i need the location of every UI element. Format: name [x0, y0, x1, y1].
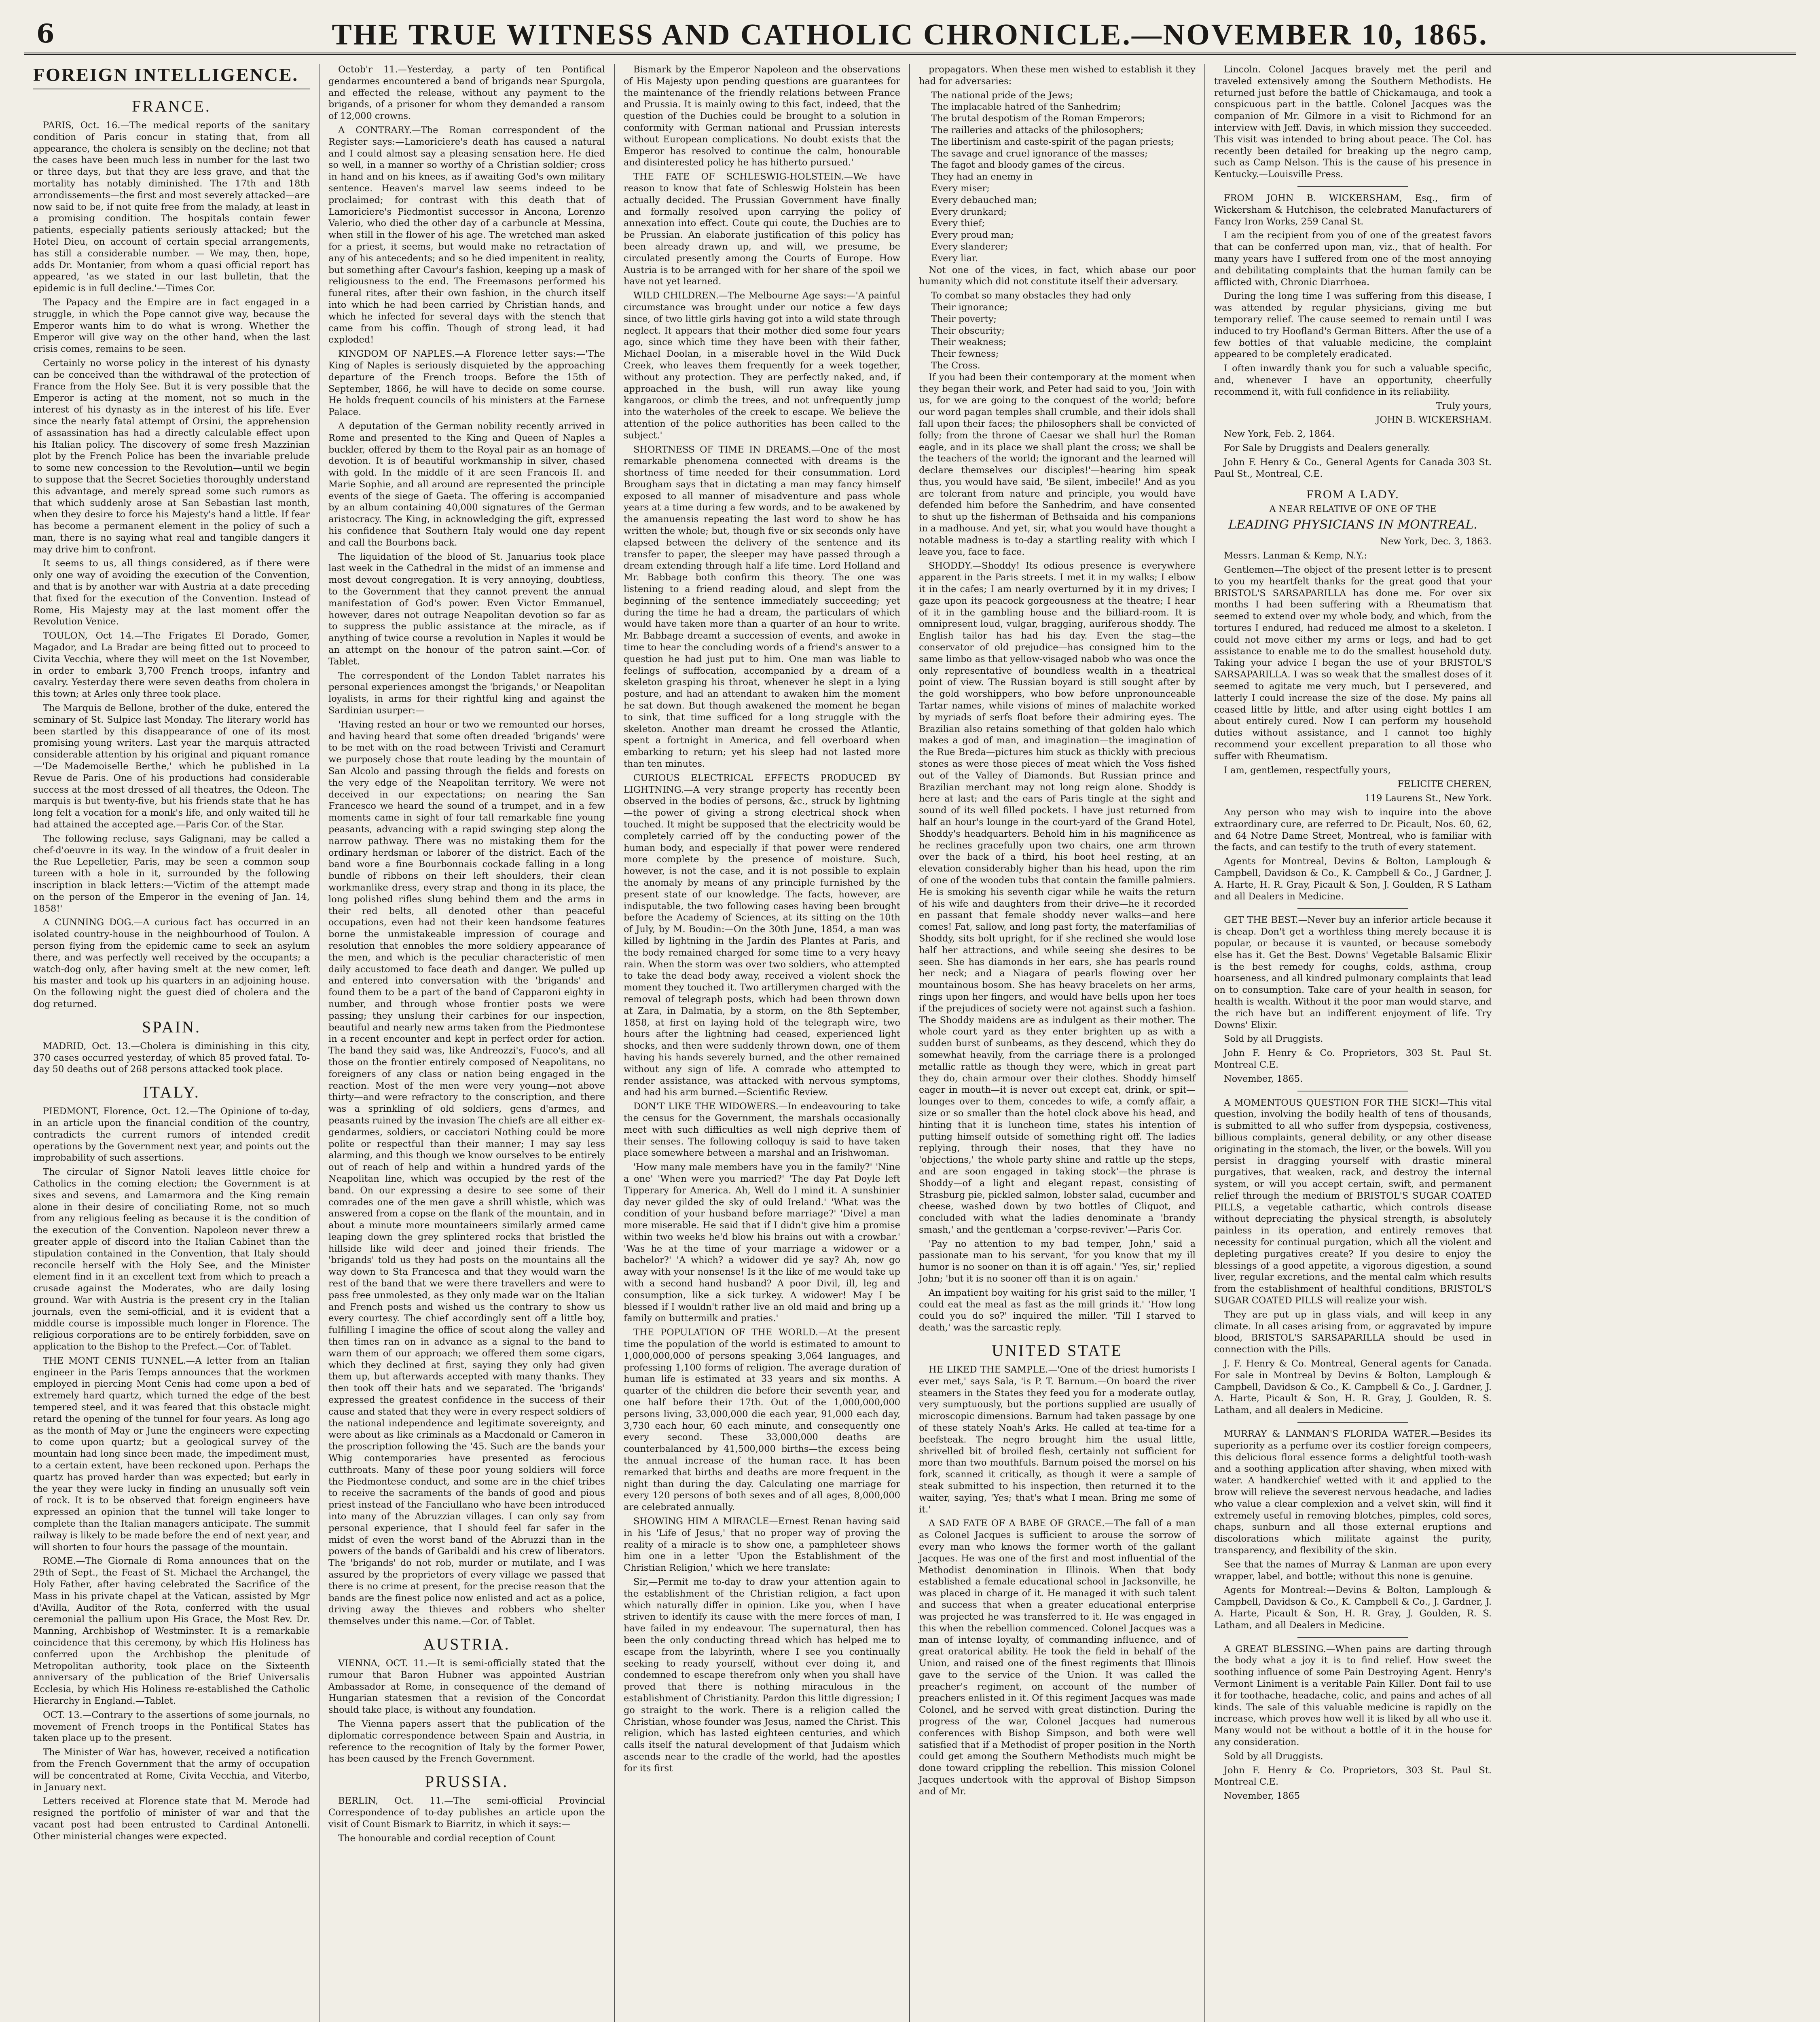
verse-line: Every drunkard; [931, 206, 1007, 217]
verse-line: The savage and cruel ignorance of the masses; [931, 148, 1148, 159]
article-paragraph: A CUNNING DOG.—A curious fact has occurred in an isolated country-house in the neighbourhood of Toulon. A person flying from the epidemic came to seek an asylum there, and was perfectly well received by the occupants; a watch-dog only, after having smelt at the new comer, left his master and took up his quarters in an adjoining house. On the following night the guest died of cholera and the dog returned. [33, 917, 310, 1009]
ad-paragraph: Agents for Montreal, Devins & Bolton, Lamplough & Campbell, Davidson & Co., K. Campbell & Co., J Gardner, J. A. Harte, H. R. Gray, Picault & Son, J. Goulden, R S Latham and all Dealers in Medicine. [1214, 856, 1492, 902]
ad-heading: FROM A LADY. [1306, 488, 1399, 501]
article-paragraph: WILD CHILDREN.—The Melbourne Age says:—'A painful circumstance was brought under our notice a few days since, of two little girls having got into a wild state through neglect. It appears that their mother died some four years ago, since which time they have been with their father, Michael Doolan, in a miserable hovel in the Wild Duck Creek, who leaves them frequently for a week together, without any protection. They are perfectly naked, and, if approached in the bush, will run away like young kangaroos, or climb the trees, and not unfrequently jump into the waterholes of the creek to escape. We believe the attention of the police authorities has been called to the subject.' [624, 290, 900, 441]
verse-line: Their weakness; [931, 337, 1007, 348]
ad-paragraph: See that the names of Murray & Lanman are upon every wrapper, label, and bottle; without this none is genuine. [1214, 1559, 1492, 1582]
ad-line: For Sale by Druggists and Dealers generally. [1224, 442, 1431, 453]
verse-line: Every slanderer; [931, 241, 1008, 252]
ad-paragraph: Agents for Montreal:—Devins & Bolton, Lamplough & Campbell, Davidson & Co., K. Campbell & Co., J. Gardner, J. A. Harte, Picault & Son, H. R. Gray, J. Goulden, R. S. Latham, and all Dealers in Medicine. [1214, 1585, 1492, 1631]
country-heading: UNITED STATE [992, 1341, 1123, 1360]
verse-line: The implacable hatred of the Sanhedrim; [931, 102, 1121, 112]
article-paragraph: The circular of Signor Natoli leaves little choice for Catholics in the coming election; the Government is at sixes and sevens, and Lamarmora and the King remain alone in their desire of conciliating Rome, not so much from any religious feeling as because it is the condition of the execution of the Convention. Napoleon never threw a greater apple of discord into the Italian Cabinet than the stipulation contained in the Convention, that Italy should reconcile herself with the Holy See, and the Minister element find in it an excellent text from which to preach a crusade against the Moderates, who are daily losing ground. War with Austria is the present cry in the Italian journals, even the semi-official, and it is evident that a middle course is impossible much longer in Florence. The religious corporations are to be entirely forbidden, save on application to the Bishop to the Prefect.—Cor. of Tablet. [33, 1167, 310, 1352]
article-paragraph: THE POPULATION OF THE WORLD.—At the present time the population of the world is estimated to amount to 1,000,000,000 of persons speaking 3,064 languages, and professing 1,100 forms of religion. The average duration of human life is estimated at 33 years and six months. A quarter of the children die before their seventh year, and one half before their 17th. Out of the 1,000,000,000 persons living, 33,000,000 die each year, 91,000 each day, 3,730 each hour, 60 each minute, and consequently one every second. These 33,000,000 deaths are counterbalanced by 41,500,000 births—the excess being the annual increase of the human race. It has been remarked that births and deaths are more frequent in the night than during the day. Calculating one marriage for every 120 persons of both sexes and of all ages, 8,000,000 are celebrated annually. [624, 1327, 900, 1513]
article-paragraph: KINGDOM OF NAPLES.—A Florence letter says:—'The King of Naples is seriously disquieted by the approaching departure of the French troops. Before the 15th of September, 1866, he will have to decide on some course. He holds frequent councils of his ministers at the Farnese Palace. [328, 349, 605, 418]
ad-paragraph: Any person who may wish to inquire into the above extraordinary cure, are referred to Dr. Picault, Nos. 60, 62, and 64 Notre Dame Street, Montreal, who is familiar with the facts, and can testify to the truth of every statement. [1214, 807, 1492, 853]
ad-closing: I am, gentlemen, respectfully yours, [1224, 765, 1391, 776]
article-paragraph: Lincoln. Colonel Jacques bravely met the peril and traveled extensively among the Southern Methodists. He returned just before the battle of Chickamauga, and took a conspicuous part in the battle. Colonel Jacques was the companion of Mr. Gilmore in a visit to Richmond for an interview with Jeff. Davis, in which mission they succeeded. This visit was intended to bring about peace. The Col. has recently been detailed for breaking up the negro camp, such as Camp Nelson. This is the cause of his presence in Kentucky.—Louisville Press. [1214, 64, 1492, 180]
page-number: 6 [36, 19, 55, 49]
article-paragraph: A deputation of the German nobility recently arrived in Rome and presented to the King and Queen of Naples a buckler, offered by them to the Royal pair as an homage of devotion. It is of beautiful workmanship in silver, chased with gold. In the middle of it are seen Francois II. and Marie Sophie, and all around are represented the principle events of the siege of Gaeta. The offering is accompanied by an album containing 40,000 signatures of the German aristocracy. The King, in acknowledging the gift, expressed his confidence that Southern Italy would one day repent and call the Bourbons back. [328, 421, 605, 548]
divider [1297, 186, 1408, 187]
divider [1297, 1637, 1408, 1638]
article-paragraph: If you had been their contemporary at the moment when they began their work, and Peter had said to you, 'Join with us, for we are going to the conquest of the world; before our word pagan temples shall crumble, and their idols shall fall upon their faces; the philosophers shall be convicted of folly; from the throne of Caesar we shall hurl the Roman eagle, and in its place we shall plant the cross; we shall be the teachers of the world; the ignorant and the learned will declare themselves our disciples!'—hearing him speak thus, you would have said, 'Be silent, imbecile!' And as you are tolerant from nature and principle, you would have defended him before the Sanhedrim, and have consented to shut up the fisherman of Bethsaida and his companions in a madhouse. And yet, sir, what you would have thought a notable madness is to-day a startling reality with which I leave you, face to face. [919, 372, 1196, 557]
article-paragraph: THE MONT CENIS TUNNEL.—A letter from an Italian engineer in the Paris Temps announces that the workmen employed in piercing Mont Cenis had come upon a bed of extremely hard quartz, which turned the edge of the best tempered steel, and it was feared that this obstacle might retard the opening of the tunnel for four years. As long ago as the month of May or June the engineers were expecting to come upon quartz; but a geological survey of the mountain had long since been made, the impediment must, to a certain extent, have been reckoned upon. Perhaps the quartz has proved harder than was expected; but early in the year they were lucky in finding an unusually soft vein of rock. It is to be observed that foreign engineers have expressed an opinion that the tunnel will take longer to complete than the Italian managers anticipate. The summit railway is likely to be made before the end of next year, and will shorten to four hours the passage of the mountain. [33, 1355, 310, 1552]
country-heading: ITALY. [143, 1083, 200, 1102]
ad-paragraph: I am the recipient from you of one of the greatest favors that can be conferred upon man, viz., that of health. For many years have I suffered from one of the most annoying and debilitating complaints that the human family can be afflicted with, Chronic Diarrhoea. [1214, 230, 1492, 288]
section-title: FOREIGN INTELLIGENCE. [33, 64, 310, 89]
ad-signature: JOHN B. WICKERSHAM. [1376, 415, 1492, 425]
article-paragraph: BERLIN, Oct. 11.—The semi-official Provincial Correspondence of to-day publishes an article upon the visit of Count Bismark to Biarritz, in which it says:— [328, 1796, 605, 1830]
verse-line: Every debauched man; [931, 195, 1037, 205]
column-3 [615, 64, 910, 2022]
newspaper-title: THE TRUE WITNESS AND CATHOLIC CHRONICLE.—NOVEMBER 10, 1865. [332, 18, 1488, 51]
verse-line: Every liar. [931, 253, 978, 264]
article-paragraph: A SAD FATE OF A BABE OF GRACE.—The fall of a man as Colonel Jacques is sufficient to arouse the sorrow of every man who knows the former worth of the gallant Jacques. He was one of the first and most influential of the Methodist denomination in Illinois. When that body established a female educational school in Jacksonville, he was placed in charge of it. He managed it with such talent and success that when a greater educational enterprise was projected he was transferred to it. He was engaged in this when the rebellion commenced. Colonel Jacques was a man of intense loyalty, of commanding influence, and of great oratorical ability. He took the field in behalf of the Union, and raised one of the finest regiments that Illinois gave to the service of the Union. It was called the preacher's regiment, on account of the number of preachers enlisted in it. Of this regiment Jacques was made Colonel, and he served with great distinction. During the progress of the war, Colonel Jacques had numerous conferences with Bishop Simpson, and both were well satisfied that if a Methodist of proper position in the North could get among the Southern Methodists much might be done toward crippling the rebellion. This mission Colonel Jacques undertook with the approval of Bishop Simpson and of Mr. [919, 1518, 1196, 1797]
verse-line: The Cross. [931, 360, 980, 371]
divider [1297, 908, 1408, 909]
ad-paragraph: A GREAT BLESSING.—When pains are darting through the body what a joy it is to find relief. How sweet the soothing influence of some Pain Destroying Agent. Henry's Vermont Liniment is a veritable Pain Killer. Dont fail to use it for toothache, headache, colic, and pains and aches of all kinds. The sale of this valuable medicine is rapidly on the increase, which proves how well it is liked by all who use it. Many would not be without a bottle of it in the house for any consideration. [1214, 1643, 1492, 1747]
verse-list [919, 290, 1196, 372]
verse-line: Their poverty; [931, 313, 997, 324]
article-paragraph: Sir,—Permit me to-day to draw your attention again to the establishment of the Christian religion, a fact upon which naturally differ in opinion. Like you, when I have striven to identify its cause with the mere forces of man, I have failed in my endeavour. The supernatural, then has been the only conducting thread which has helped me to escape from the labyrinth, where I see you continually seeking to ready yourself, without ever doing it, and condemned to escape therefrom only when you shall have proved that there is nothing miraculous in the establishment of Christianity. Pardon this little digression; I go straight to the work. There is a religion called the Christian, whose founder was Jesus, named the Christ. This religion, which has lasted eighteen centuries, and which calls itself the natural development of that Judaism which ascends near to the cradle of the world, had the apostles for its first [624, 1577, 900, 1774]
article-paragraph: PARIS, Oct. 16.—The medical reports of the sanitary condition of Paris concur in stating that, from all appearance, the cholera is sensibly on the decline; not that the cases have been much less in number for the last two or three days, but that they are less grave, and that the mortality has notably diminished. The 17th and 18th arrondissements—the first and most severely attacked—are now said to be, if not quite free from the malady, at least in a promising condition. The hospitals contain fewer patients, especially patients seriously attacked; but the Hotel Dieu, on account of certain special arrangements, has still a considerable number. — We may, then, hope, adds Dr. Montanier, from whom a quasi official report has appeared, 'as we stated in our last bulletin, that the epidemic is in full decline.'—Times Cor. [33, 120, 310, 294]
article-paragraph: MADRID, Oct. 13.—Cholera is diminishing in this city, 370 cases occurred yesterday, of which 85 proved fatal. To-day 50 deaths out of 268 persons attacked took place. [33, 1041, 310, 1075]
article-paragraph: CURIOUS ELECTRICAL EFFECTS PRODUCED BY LIGHTNING.—A very strange property has recently been observed in the bodies of persons, &c., struck by lightning—the power of giving a strong electrical shock when touched. It might be supposed that the electricity would be completely carried off by the conducting power of the human body, and especially if that power were rendered more complete by the presence of moisture. Such, however, is not the case, and it is not possible to explain the anomaly by means of any principle furnished by the present state of our knowledge. The facts, however, are indisputable, the two following cases having been brought before the Academy of Sciences, at its sitting on the 10th of July, by M. Boudin:—On the 30th June, 1854, a man was killed by lightning in the Jardin des Plantes at Paris, and the body remained charged for some time to a very heavy rain. When the storm was over two soldiers, who attempted to take the dead body away, received a violent shock the moment they touched it. Two artillerymen charged with the removal of telegraph posts, which had been thrown down at Zara, in Dalmatia, by a storm, on the 8th September, 1858, at first on laying hold of the telegraph wire, two hours after the lightning had ceased, experienced light shocks, and then were suddenly thrown down, one of them having his hands severely burned, and the other remained without any sign of life. A comrade who attempted to render assistance, was attacked with nervous symptoms, and had his arm burned.—Scientific Review. [624, 772, 900, 1098]
article-paragraph: PIEDMONT, Florence, Oct. 12.—The Opinione of to-day, in an article upon the financial condition of the country, contradicts the current rumors of intended credit operations by the Government next year, and points out the improbability of such assertions. [33, 1106, 310, 1163]
article-paragraph: 'Pay no attention to my bad temper, John,' said a passionate man to his servant, 'for you know that my ill humor is no sooner on than it is off again.' 'Yes, sir,' replied John; 'but it is no sooner off than it is on again.' [919, 1238, 1196, 1284]
ad-paragraph: J. F. Henry & Co. Montreal, General agents for Canada. For sale in Montreal by Devins & Bolton, Lamplough & Campbell, Davidson & Co., K. Campbell & Co., J. Gardner, J. A. Harte, Picault & Son, H. R. Gray, J. Goulden, R. S. Latham, and all dealers in Medicine. [1214, 1358, 1492, 1416]
column-2 [320, 64, 615, 2022]
ad-line: New York, Feb. 2, 1864. [1224, 429, 1335, 440]
ad-closing: Truly yours, [1436, 400, 1492, 411]
ad-paragraph: Gentlemen—The object of the present letter is to present to you my heartfelt thanks for the great good that your BRISTOL'S SARSAPARILLA has done me. For over six months I had been suffering with a Rheumatism that seemed to extend over my whole body, and which, from the tortures I endured, had reduced me almost to a skeleton. I could not move either my arms or legs, and had to get assistance to enable me to do the smallest household duty. Taking your advice I began the use of your BRISTOL'S SARSAPARILLA. I was so weak that the smallest doses of it seemed to agitate me very much, but I persevered, and latterly I could increase the size of the dose. My pains all ceased little by little, and after using eight bottles I am about entirely cured. Now I can perform my household duties without assistance, and I cannot too highly recommend your excellent preparation to all those who suffer with Rheumatism. [1214, 565, 1492, 761]
ad-line: Sold by all Druggists. [1224, 1034, 1323, 1045]
article-paragraph: The Marquis de Bellone, brother of the duke, entered the seminary of St. Sulpice last Monday. The literary world has been startled by this disappearance of one of its most promising young writers. Last year the marquis attracted considerable attention by his original and piquant romance—'De Mademoiselle Berthe,' which he published in La Revue de Paris. One of his productions had considerable success at the most dressed of all theatres, the Odeon. The marquis is but twenty-five, but his friends state that he has long felt a vocation for a monk's life, and only waited till he had attained the accepted age.—Paris Cor. of the Star. [33, 703, 310, 830]
article-paragraph: propagators. When these men wished to establish it they had for adversaries: [919, 64, 1196, 87]
ad-paragraph: A MOMENTOUS QUESTION FOR THE SICK!—This vital question, involving the bodily health of tens of thousands, is submitted to all who suffer from dyspepsia, costiveness, billious complaints, general debility, or any other disease originating in the stomach, the liver, or the bowels. Will you persist in dragging yourself with drastic mineral purgatives, that weaken, rack, and destroy the internal system, or will you accept certain, swift, and permanent relief through the medium of BRISTOL'S SUGAR COATED PILLS, a vegetable cathartic, which controls disease without depreciating the physical strength, is absolutely painless in its operation, and entirely removes that necessity for continual purgation, which all the violent and depleting purgatives create? If you desire to enjoy the blessings of a good appetite, a vigorous digestion, a sound liver, regular excretions, and the mental calm which results from the establishment of healthful conditions, BRISTOL'S SUGAR COATED PILLS will realize your wish. [1214, 1097, 1492, 1306]
article-paragraph: 'Having rested an hour or two we remounted our horses, and having heard that some often dreaded 'brigands' were to be met with on the road between Trivisti and Ceramurt we purposely chose that route leading by the mountain of San Alcolo and passing through the fields and forests on the very edge of the Neapolitan territory. We were not deceived in our expectations; on nearing the San Francesco we heard the sound of a trumpet, and in a few moments came in sight of four tall remarkable fine young peasants, advancing with a rapid swinging step along the narrow pathway. There was no mistaking them for the ordinary herdsman or laborer of the district. Each of the band wore a fine Bourbonnais cockade falling in a long bundle of ribbons on their left shoulders, their clean workmanlike dress, every strap and thong in its place, the long polished rifles slung behind them and the arms in their red belts, all denoted other than peaceful occupations, even had not their keen handsome features borne the unmistakeable impression of courage and resolution that ennobles the more soldiery appearance of the men, and which is the peculiar characteristic of men daily accustomed to face death and danger. We pulled up and entered into conversation with the 'brigands' and found them to be a part of the band of Capparoni eighty in number, and through whose frontier posts we were passing; they unslung their carbines for our inspection, beautiful and nearly new arms taken from the Piedmontese in a recent encounter and kept in perfect order for action. The band they said was, like Andreozzi's, Fuoco's, and all those on the frontier entirely composed of Neapolitans, no foreigners of any class or nation being engaged in the reaction. Most of the men were very young—not above thirty—and were refractory to the conscription, and there was a sprinkling of old soldiers, gens d'armes, and peasants ruined by the invasion The chiefs are all either ex-gendarmes, soldiers, or cacciatori Nothing could be more polite or respectful than their manner; I may say less alarming, and this though we know ourselves to be entirely out of reach of help and within a hundred yards of the Neapolitan line, which was occupied by the rest of the band. On our expressing a desire to see some of their comrades one of the men gave a shrill whistle, which was answered from a copse on the flank of the mountain, and in about a minute more mountaineers similarly armed came leaping down the grey splintered rocks that bristled the hillside like wild deer and joined their friends. The 'brigands' told us they had posts on the mountains all the way down to Sta Francesca and that they would warn the rest of the band that we were there travellers and were to pass free unmolested, as they only made war on the Italian and French posts and wished us the contrary to show us every courtesy. The chief accordingly sent off a little boy, fulfilling I imagine the office of scout along the valley and then times ran on in advance as a signal to the band to warn them of our approach; we offered them some cigars, which they declined at first, saying they only had given them up, but afterwards accepted with many thanks. They then took off their hats and we separated. The 'brigands' expressed the greatest confidence in the success of their cause and stated that they were in every respect soldiers of the national independence and legitimate sovereignty, and were about as like criminals as a Macdonald or Cameron in the proscription following the '45. Such are the bands your Whig contemporaries have presented as ferocious cutthroats. Many of these poor young soldiers will force the Piedmontese conduct, and some are in the chief tribes to receive the sacraments of the bands of good and pious priest instead of the Fanciullano who have been introduced into many of the Abruzzian villages. I can only say from personal experience, that I should feel far safer in the midst of even the worst band of the Abruzzi than in the powers of the bands of Garibaldi and his crew of liberators. The 'brigands' do not rob, murder or mutilate, and I was assured by the proprietors of every village we passed that there is no crime at present, for the precise reason that the bands are the finest police now enlisted and act as a police, driving away the thieves and robbers who shelter themselves under this name.—Cor. of Tablet. [328, 719, 605, 1627]
ad-signature: FELICITE CHEREN, [1397, 779, 1492, 790]
columns [24, 64, 1796, 2022]
ad-paragraph: I often inwardly thank you for such a valuable specific, and, whenever I have an opportunity, cheerfully recommend it, with full confidence in its reliability. [1214, 363, 1492, 397]
article-paragraph: Certainly no worse policy in the interest of his dynasty can be conceived than the withdrawal of the protection of France from the Holy See. But it is very possible that the Emperor is acting at the moment, not so much in the interest of his dynasty as in the interest of his life. Ever since the nearly fatal attempt of Orsini, the apprehension of assassination has had a directly calculable effect upon his Italian policy. The discovery of some fresh Mazzinian plot by the French Police has been the invariable prelude to some new concession to the Revolution—until we begin to suppose that the Secret Societies thoroughly understand this advantage, and merely spread some such rumors as that which suddenly arose at San Sebastian last month, when they desire to force his Majesty's hand a little. If fear has become a permanent element in the policy of such a man, there is no saying what real and tangible dangers it may drive him to confront. [33, 357, 310, 555]
verse-line: To combat so many obstacles they had only [931, 290, 1131, 301]
article-paragraph: The honourable and cordial reception of Count [338, 1833, 555, 1844]
article-paragraph: DON'T LIKE THE WIDOWERS.—In endeavouring to take the census for the Government, the marshals occasionally meet with such difficulties as well nigh deprive them of their senses. The following colloquy is said to have taken place somewhere between a marshal and an Irishwoman. [624, 1101, 900, 1159]
ad-line: November, 1865. [1224, 1073, 1303, 1084]
ad-subheading: A NEAR RELATIVE OF ONE OF THE [1269, 504, 1437, 515]
column-4 [910, 64, 1205, 2022]
ad-line: November, 1865 [1224, 1791, 1300, 1802]
article-paragraph: Octob'r 11.—Yesterday, a party of ten Pontifical gendarmes encountered a band of brigands near Spurgola, and effected the release, without any payment to the brigands, of a prisoner for whom they demanded a ransom of 12,000 crowns. [328, 64, 605, 122]
country-heading: FRANCE. [132, 97, 211, 115]
ad-date: New York, Dec. 3, 1863. [1380, 536, 1492, 547]
verse-line: Every proud man; [931, 230, 1014, 241]
article-paragraph: SHODDY.—Shoddy! Its odious presence is everywhere apparent in the Paris streets. I met it in my walks; I elbow it in the cafes; I am nearly overturned by it in my drives; I gaze upon its peacock gorgeousness at the theatre; I hear of it in the gambling house and the billiard-room. It is omnipresent loud, vulgar, bragging, auriferous shoddy. The English tailor has had his day. Even the stag—the conservator of old prejudice—has consigned him to the same limbo as that yellow-visaged nabob who was once the only representative of boundless wealth in a theatrical point of view. The Russian boyard is still sought after by the gold worshippers, who bow before unpronounceable Tartar names, while visions of mines of malachite worked by myriads of serfs float before their admiring eyes. The Brazilian also retains something of that golden halo which makes a god of man, and imagination—the imagination of the Rue Breda—pictures him stuck as thickly with precious stones as were those pieces of meat which the Voss fished out of the Valley of Diamonds. But Russian prince and Brazilian merchant may not long reign alone. Shoddy is here at last; and the ears of Paris tingle at the sight and sound of its well filled pockets. I have just returned from half an hour's lounge in the court-yard of the Grand Hotel, Shoddy's headquarters. Behold him in his magnificence as he reclines gracefully upon two chairs, one arm thrown over the back of a third, his boot heel resting, at an elevation considerably higher than his head, upon the rim of one of the wooden tubs that contain the famille palmiers. He is smoking his seventh cigar while he waits the return of his wife and daughters from their drive—he it recorded en passant that female shoddy never walks—and here comes! Fat, sallow, and long past forty, the materfamilias of Shoddy, sits bolt upright, for if she reclined she would lose half her attractions, and while seeing she desires to be seen. She has diamonds in her ears, she has pearls round her neck; and a Niagara of pearls flowing over her mountainous bosom. She has heavy bracelets on her arms, rings upon her fingers, and would have bells upon her toes if the prejudices of society were not against such a fashion. The Shoddy maidens are as indulgent as their mother. The whole court yard as they enter brighten up as with a sudden burst of sunbeams, as they descend, which they do somewhat heavily, from the carriage there is a prolonged metallic rattle as though they were, which in great part they do, chain armour over their clothes. Shoddy himself eager in mouth—it is never out except eat, drink, or spit—lounges over to them, concedes to wife, a comfy affair, a size or so smaller than the hotel clock above his head, and hinting that it is luncheon time, states his intention of putting himself outside of something right off. The ladies replying, through their noses, that they have no 'objections,' the whole party shine and rattle up the steps, and are soon engaged in taking stock'—the phrase is Shoddy—of a light and elegant repast, consisting of Strasburg pie, pickled salmon, lobster salad, cucumber and cheese, washed down by two bottles of Cliquot, and concluded with what the ladies denominate a 'brandy smash,' and the gentleman a 'corpse-reviver.'—Paris Cor. [919, 560, 1196, 1235]
article-paragraph: The Vienna papers assert that the publication of the diplomatic correspondence between Spain and Austria, in reference to the recognition of Italy by the former Power, has been caused by the French Government. [328, 1718, 605, 1764]
ad-paragraph: MURRAY & LANMAN'S FLORIDA WATER.—Besides its superiority as a perfume over its costlier foreign compeers, this delicious floral essence forms a delightful tooth-wash and a soothing application after shaving, when mixed with water. A handkerchief wetted with it and applied to the brow will relieve the severest nervous headache, and ladies who value a clear complexion and a velvet skin, will find it extremely useful in removing blotches, pimples, cold sores, chaps, sunburn and all those external eruptions and discolorations which militate against the purity, transparency, and flexibility of the skin. [1214, 1429, 1492, 1556]
verse-list [919, 90, 1196, 264]
article-paragraph: TOULON, Oct 14.—The Frigates El Dorado, Gomer, Magador, and La Bradar are being fitted out to proceed to Civita Vecchia, where they will meet on the 1st November, in order to embark 3,700 French troops, infantry and cavalry. Yesterday there were seven deaths from cholera in this town; at Arles only three took place. [33, 630, 310, 700]
article-paragraph: SHOWING HIM A MIRACLE—Ernest Renan having said in his 'Life of Jesus,' that no proper way of proving the reality of a miracle is to show one, a pamphleteer shows him one in a letter 'Upon the Establishment of the Christian Religion,' which we here translate: [624, 1516, 900, 1574]
masthead [24, 16, 1796, 55]
ad-line: John F. Henry & Co. Proprietors, 303 St. Paul St. Montreal C.E. [1214, 1048, 1492, 1070]
verse-line: Every thief; [931, 218, 985, 229]
article-paragraph: The Papacy and the Empire are in fact engaged in a struggle, in which the Pope cannot give way, because the Emperor wants him to do what is wrong. Whether the Emperor will give way on the other hand, when the last crisis comes, remains to be seen. [33, 297, 310, 355]
article-paragraph: A CONTRARY.—The Roman correspondent of the Register says:—Lamoriciere's death has caused a natural and I could almost say a pleasing sensation here. He died so well, in a manner so worthy of a Christian soldier; cross in hand and on his knees, as if awaiting God's own military sentence. Heaven's marvel law seems indeed to be proclaimed; for contrast with this death that of Lamoriciere's Piedmontist successor in Ancona, Lorenzo Valerio, who died the other day of a carbuncle at Messina, when still in the flower of his age. The wretched man asked for a priest, it seems, but would make no retractation of any of his antecedents; and so he died impenitent in reality, but something after Cavour's fashion, keeping up a mask of religiousness to the end. The Freemasons performed his funeral rites, after their own fashion, in the church itself into which he had been carried by Christian hands, and which he infected for several days with the stench that came from his coffin. Though of strong lead, it had exploded! [328, 125, 605, 345]
article-paragraph: VIENNA, OCT. 11.—It is semi-officially stated that the rumour that Baron Hubner was appointed Austrian Ambassador at Rome, in consequence of the demand of Hungarian statesmen that a revision of the Concordat should take place, is without any foundation. [328, 1658, 605, 1715]
verse-line: The libertinism and caste-spirit of the pagan priests; [931, 136, 1174, 147]
country-heading: PRUSSIA. [425, 1772, 509, 1791]
ad-paragraph: FROM JOHN B. WICKERSHAM, Esq., firm of Wickersham & Hutchison, the celebrated Manufacturers of Fancy Iron Works, 259 Canal St. [1214, 192, 1492, 227]
ad-paragraph: GET THE BEST.—Never buy an inferior article because it is cheap. Don't get a worthless thing merely because it is popular, or because it is vaunted, or because somebody else has it. Get the Best. Downs' Vegetable Balsamic Elixir is the best remedy for coughs, colds, asthma, croup hoarseness, and all kindred pulmonary complaints that lead on to consumption. Take care of your health in season, for health is wealth. Without it the poor man would starve, and the rich have but an indifferent enjoyment of life. Try Downs' Elixir. [1214, 915, 1492, 1030]
verse-line: The national pride of the Jews; [931, 90, 1073, 101]
country-heading: AUSTRIA. [423, 1635, 510, 1653]
article-paragraph: The liquidation of the blood of St. Januarius took place last week in the Cathedral in the midst of an immense and most devout congregation. It is very annoying, doubtless, to the Government that they cannot prevent the annual manifestation of God's power. Even Victor Emmanuel, however, dares not outrage Neapolitan devotion so far as to suppress the public assistance at the miracle, as if anything of twice course a revolution in Naples it would be an attempt on the honour of the patron saint.—Cor. of Tablet. [328, 551, 605, 667]
article-paragraph: It seems to us, all things considered, as if there were only one way of avoiding the execution of the Convention, and that is by another war with Austria at a date preceding that fixed for the execution of the Convention. Instead of Rome, His Majesty may at the last moment offer the Revolution Venice. [33, 558, 310, 627]
verse-line: The brutal despotism of the Roman Emperors; [931, 113, 1145, 124]
ad-paragraph: They are put up in glass vials, and will keep in any climate. In all cases arising from, or aggravated by impure blood, BRISTOL'S SARSAPARILLA should be used in connection with the Pills. [1214, 1309, 1492, 1355]
country-heading: SPAIN. [142, 1017, 201, 1036]
ad-line: John F. Henry & Co. Proprietors, 303 St. Paul St. Montreal C.E. [1214, 1765, 1492, 1787]
article-paragraph: THE FATE OF SCHLESWIG-HOLSTEIN.—We have reason to know that fate of Schleswig Holstein has been actually decided. The Prussian Government have finally and formally resolved upon carrying the policy of annexation into effect. Coute qui coute, the Duchies are to be Prussian. An elaborate justification of this policy has been already drawn up, and will, we presume, be circulated presently among the Courts of Europe. How Austria is to be arranged with for her share of the spoil we have not yet learned. [624, 171, 900, 287]
article-paragraph: ROME.—The Giornale di Roma announces that on the 29th of Sept., the Feast of St. Michael the Archangel, the Holy Father, after having celebrated the Sacrifice of the Mass in his private chapel at the Vatican, assisted by Mgr d'Avilla, Auditor of the Rota, conferred with the usual ceremonial the pallium upon His Grace, the Most Rev. Dr. Manning, Archbishop of Westminster. It is a remarkable coincidence that this ceremony, by which His Holiness has conferred upon the Archbishop the plenitude of Metropolitan authority, took place on the Sixteenth anniversary of the publication of the Brief Universalis Ecclesia, by which His Holiness re-established the Catholic Hierarchy in England.—Tablet. [33, 1556, 310, 1706]
article-paragraph: The Minister of War has, however, received a notification from the French Government that the army of occupation will be concentrated at Rome, Civita Vecchia, and Viterbo, in January next. [33, 1747, 310, 1793]
verse-line: Their ignorance; [931, 302, 1008, 313]
article-paragraph: The correspondent of the London Tablet narrates his personal experiences amongst the 'brigands,' or Neapolitan loyalists, in arms for their rightful king and against the Sardinian usurper:— [328, 670, 605, 716]
verse-line: The railleries and attacks of the philosophers; [931, 125, 1144, 135]
ad-line: John F. Henry & Co., General Agents for Canada 303 St. Paul St., Montreal, C.E. [1214, 457, 1492, 479]
ad-paragraph: During the long time I was suffering from this disease, I was attended by regular physicians, giving me but temporary relief. The cause seemed to remain until I was induced to try Hoofland's German Bitters. After the use of a few bottles of that valuable medicine, the complaint appeared to be completely eradicated. [1214, 291, 1492, 360]
verse-line: The fagot and bloody games of the circus. [931, 160, 1125, 171]
ad-line: Sold by all Druggists. [1224, 1751, 1323, 1762]
article-paragraph: Not one of the vices, in fact, which abase our poor humanity which did not constitute itself their adversary. [919, 264, 1196, 287]
article-paragraph: SHORTNESS OF TIME IN DREAMS.—One of the most remarkable phenomena connected with dreams is the shortness of time needed for their consummation. Lord Brougham says that in dictating a man may fancy himself exposed to all manner of misadventure and pass whole years at a time during a few words, and to be awakened by the amanuensis repeating the last word to show he has written the whole; but, though five or six seconds only have elapsed between the delivery of the sentence and its transfer to paper, the sleeper may have passed through a dream extending through half a life time. Lord Holland and Mr. Babbage both confirm this theory. The one was listening to a friend reading aloud, and slept from the beginning of the sentence immediately succeeding; yet during the time he had a dream, the particulars of which would have taken more than a quarter of an hour to write. Mr. Babbage dreamt a succession of events, and awoke in time to hear the concluding words of a friend's answer to a question he had just put to him. One man was liable to feelings of suffocation, accompanied by a dream of a skeleton grasping his throat, whenever he slept in a lying posture, and had an attendant to awaken him the moment he sat down. But though awakened the moment he began to sink, that time sufficed for a long struggle with the skeleton. Another man dreamt he crossed the Atlantic, spent a fortnight in America, and fell overboard when embarking to return; yet his sleep had not lasted more than ten minutes. [624, 444, 900, 770]
ad-line: Messrs. Lanman & Kemp, N.Y.: [1224, 550, 1367, 561]
verse-line: Their fewness; [931, 349, 999, 360]
article-paragraph: The following recluse, says Galignani, may be called a chef-d'oeuvre in its way. In the window of a fruit dealer in the Rue Lepelletier, Paris, may be seen a common soup tureen with a hole in it, surrounded by the following inscription in black letters:—'Victim of the attempt made on the person of the Emperor in the evening of Jan. 14, 1858!' [33, 833, 310, 914]
newspaper-page [24, 16, 1796, 2022]
column-1 [24, 64, 320, 2022]
ad-subheading: LEADING PHYSICIANS IN MONTREAL. [1228, 518, 1477, 532]
verse-line: Every miser; [931, 183, 990, 194]
article-paragraph: HE LIKED THE SAMPLE.—'One of the driest humorists I ever met,' says Sala, 'is P. T. Barnum.—On board the river steamers in the States they feed you for a moderate outlay, very sumptuously, but the portions supplied are usually of microscopic dimensions. Barnum had taken passage by one of these stately Noah's Arks. He called at tea-time for a beefsteak. The negro brought him the usual little, shrivelled bit of broiled flesh, certainly not sufficient for more than two mouthfuls. Barnum poised the morsel on his fork, scanned it critically, as though it were a sample of steak submitted to his inspection, then returned it to the waiter, saying, 'Yes; that's what I mean. Bring me some of it.' [919, 1364, 1196, 1515]
article-paragraph: An impatient boy waiting for his grist said to the miller, 'I could eat the meal as fast as the mill grinds it.' 'How long could you do so?' inquired the miller. 'Till I starved to death,' was the sarcastic reply. [919, 1287, 1196, 1333]
column-5 [1205, 64, 1500, 2022]
divider [1297, 1422, 1408, 1423]
ad-address: 119 Laurens St., New York. [1365, 793, 1492, 804]
article-paragraph: Bismark by the Emperor Napoleon and the observations of His Majesty upon pending questions are guarantees for the maintenance of the friendly relations between France and Prussia. It is mainly owing to this fact, indeed, that the question of the Duchies could be brought to a solution in conformity with German national and Prussian interests without European complications. No doubt exists that the Emperor has resolved to continue the calm, honourable and disinterested policy he has hitherto pursued.' [624, 64, 900, 168]
article-paragraph: 'How many male members have you in the family?' 'Nine a one' 'When were you married?' 'The day Pat Doyle left Tipperary for America. Ah, Well do I mind it. A sunshinier day never gilded the sky of ould Ireland.' 'What was the condition of your husband before marriage?' 'Divel a man more miserable. He said that if I didn't give him a promise within two weeks he'd blow his brains out with a crowbar.' 'Was he at the time of your marriage a widower or a bachelor?' 'A which? a widower did ye say? Ah, now go away with your nonsense! Is it the like of me would take up with a second hand husband? A poor Divil, ill, leg and consumption, like a sick turkey. A widower! May I be blessed if I wouldn't rather live an old maid and bring up a family on buttermilk and praties.' [624, 1162, 900, 1324]
verse-line: Their obscurity; [931, 325, 1005, 336]
verse-line: They had an enemy in [931, 171, 1033, 182]
article-paragraph: OCT. 13.—Contrary to the assertions of some journals, no movement of French troops in the Pontifical States has taken place up to the present. [33, 1709, 310, 1744]
article-paragraph: Letters received at Florence state that M. Merode had resigned the portfolio of minister of war and that the vacant post had been entrusted to Cardinal Antonelli. Other ministerial changes were expected. [33, 1796, 310, 1842]
